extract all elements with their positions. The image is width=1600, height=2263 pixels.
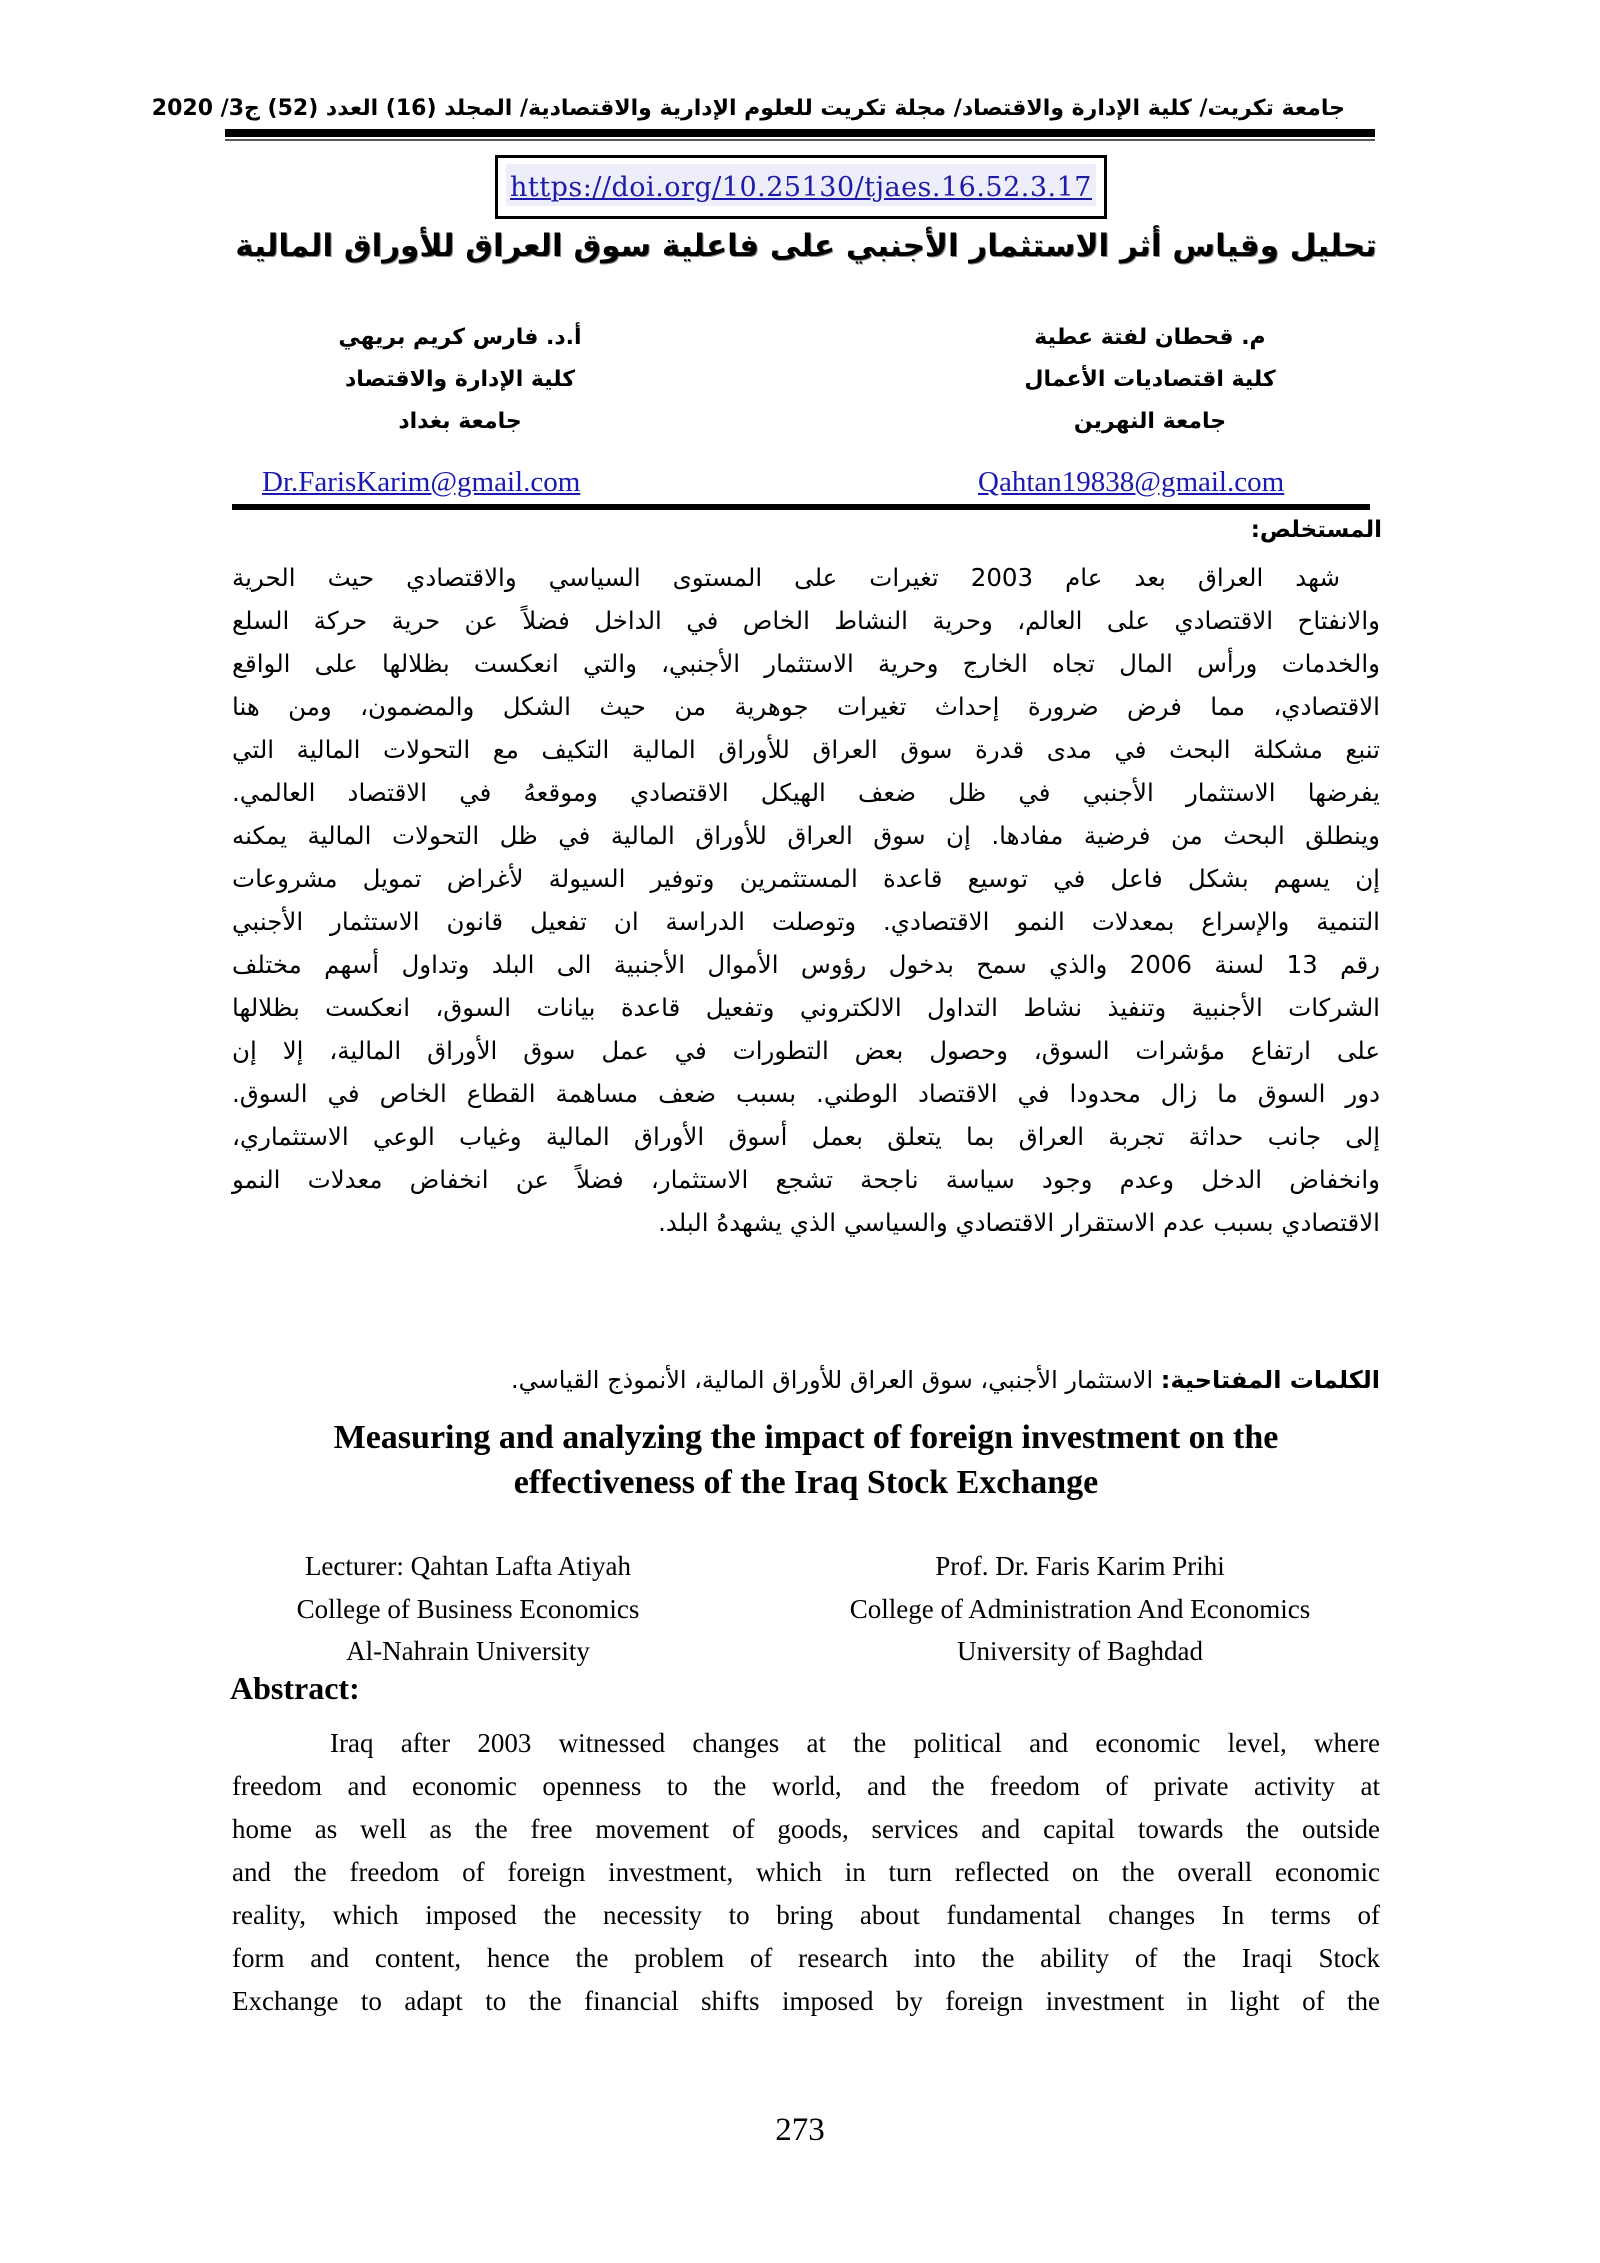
doi-link[interactable]: https://doi.org/10.25130/tjaes.16.52.3.17: [510, 172, 1092, 203]
english-abstract-body: [232, 1722, 1380, 2023]
author-college: كلية اقتصاديات الأعمال: [1024, 367, 1276, 392]
arabic-author-2: [260, 317, 660, 443]
abstract-line: الشركات الأجنبية وتنفيذ نشاط التداول الالكتروني وتفعيل قاعدة بيانات السوق، انعكست بظلالها: [232, 993, 1380, 1022]
english-title: [232, 1415, 1380, 1505]
abstract-line: form and content, hence the problem of research into the ability of the Iraqi Stock: [232, 1943, 1380, 1973]
abstract-line: Iraq after 2003 witnessed changes at the political and economic level, where: [330, 1728, 1380, 1758]
abstract-line: التنمية والإسراع بمعدلات النمو الاقتصادي. وتوصلت الدراسة ان تفعيل قانون الاستثمار الأجنبي: [232, 907, 1380, 936]
english-author-1: [238, 1545, 698, 1673]
abstract-line: الاقتصادي، مما فرض ضرورة إحداث تغيرات جوهرية من حيث الشكل والمضمون، ومن هنا: [232, 692, 1380, 721]
author-university: جامعة بغداد: [398, 409, 522, 434]
header-rule-thick: [225, 129, 1375, 137]
author-name: أ.د. فارس كريم بريهي: [338, 325, 582, 350]
arabic-title: تحليل وقياس أثر الاستثمار الأجنبي على فاعلية سوق العراق للأوراق المالية: [235, 228, 1377, 264]
author-college: College of Administration And Economics: [849, 1593, 1311, 1624]
english-title-line: Measuring and analyzing the impact of foreign investment on the: [333, 1419, 1279, 1456]
abstract-line: دور السوق ما زال محدودا في الاقتصاد الوطني. بسبب ضعف مساهمة القطاع الخاص في السوق.: [232, 1079, 1380, 1108]
page-number: 273: [775, 2112, 825, 2148]
keywords-label: الكلمات المفتاحية:: [1160, 1366, 1380, 1394]
abstract-line: Exchange to adapt to the financial shifts imposed by foreign investment in light of the: [232, 1986, 1380, 2016]
abstract-line: وينطلق البحث من فرضية مفادها. إن سوق العراق للأوراق المالية في ظل التحولات المالية يمكنه: [232, 821, 1380, 850]
abstract-line: والخدمات ورأس المال تجاه الخارج وحرية الاستثمار الأجنبي، والتي انعكست بظلالها على الواقع: [232, 649, 1380, 678]
doi-box: [495, 155, 1107, 219]
author-college: College of Business Economics: [296, 1593, 640, 1624]
abstract-line: والانفتاح الاقتصادي على العالم، وحرية النشاط الخاص في الداخل فضلاً عن حرية حركة السلع: [232, 606, 1380, 635]
arabic-abstract-body: [232, 556, 1380, 1244]
author-name: Prof. Dr. Faris Karim Prihi: [935, 1551, 1225, 1581]
running-header: جامعة تكريت/ كلية الإدارة والاقتصاد/ مجلة تكريت للعلوم الإدارية والاقتصادية/ المجلد (16) العدد (52) ج3/ 2020: [151, 96, 1345, 121]
abstract-line: شهد العراق بعد عام 2003 تغيرات على المستوى السياسي والاقتصادي حيث الحرية: [232, 563, 1340, 592]
english-abstract-heading: Abstract:: [230, 1670, 360, 1706]
abstract-line: home as well as the free movement of goods, services and capital towards the outside: [232, 1814, 1380, 1844]
abstract-line: الاقتصادي بسبب عدم الاستقرار الاقتصادي والسياسي الذي يشهدهُ البلد.: [658, 1208, 1380, 1237]
abstract-line: يفرضها الاستثمار الأجنبي في ظل ضعف الهيكل الاقتصادي وموقعهُ في الاقتصاد العالمي.: [232, 778, 1380, 807]
arabic-keywords: [232, 1360, 1380, 1400]
author-university: جامعة النهرين: [1073, 409, 1227, 434]
abstract-line: reality, which imposed the necessity to bring about fundamental changes In terms of: [232, 1900, 1380, 1930]
email-link-qahtan[interactable]: Qahtan19838@gmail.com: [978, 466, 1285, 498]
email-link-faris[interactable]: Dr.FarisKarim@gmail.com: [262, 466, 581, 498]
abstract-line: freedom and economic openness to the world, and the freedom of private activity at: [232, 1771, 1380, 1801]
author-name: م. قحطان لفتة عطية: [1034, 325, 1266, 350]
author-university: University of Baghdad: [957, 1636, 1203, 1666]
abstract-line: وانخفاض الدخل وعدم وجود سياسة ناجحة تشجع الاستثمار، فضلاً عن انخفاض معدلات النمو: [232, 1165, 1380, 1194]
header-rule-thin: [225, 139, 1375, 141]
arabic-author-1: [960, 317, 1340, 443]
author-university: Al-Nahrain University: [346, 1636, 590, 1666]
arabic-abstract-heading: المستخلص:: [1250, 517, 1382, 543]
abstract-line: and the freedom of foreign investment, which in turn reflected on the overall economic: [232, 1857, 1380, 1887]
english-title-line: effectiveness of the Iraq Stock Exchange: [513, 1464, 1099, 1501]
doi-highlight: [506, 164, 1096, 206]
author-name: Lecturer: Qahtan Lafta Atiyah: [304, 1551, 632, 1581]
author-college: كلية الإدارة والاقتصاد: [344, 367, 576, 392]
abstract-line: رقم 13 لسنة 2006 والذي سمح بدخول رؤوس الأموال الأجنبية الى البلد وتداول أسهم مختلف: [232, 950, 1380, 979]
abstract-line: إن يسهم بشكل فاعل في توسيع قاعدة المستثمرين وتوفير السيولة لأغراض تمويل مشروعات: [232, 864, 1380, 893]
english-author-2: [790, 1545, 1370, 1673]
abstract-line: تنبع مشكلة البحث في مدى قدرة سوق العراق للأوراق المالية التكيف مع التحولات المالية التي: [232, 735, 1380, 764]
abstract-line: إلى جانب حداثة تجربة العراق بما يتعلق بعمل أسوق الأوراق المالية وغياب الوعي الاستثماري،: [232, 1122, 1380, 1151]
abstract-line: على ارتفاع مؤشرات السوق، وحصول بعض التطورات في عمل سوق الأوراق المالية، إلا إن: [232, 1036, 1380, 1065]
keywords-text: الاستثمار الأجنبي، سوق العراق للأوراق المالية، الأنموذج القياسي.: [511, 1366, 1161, 1394]
